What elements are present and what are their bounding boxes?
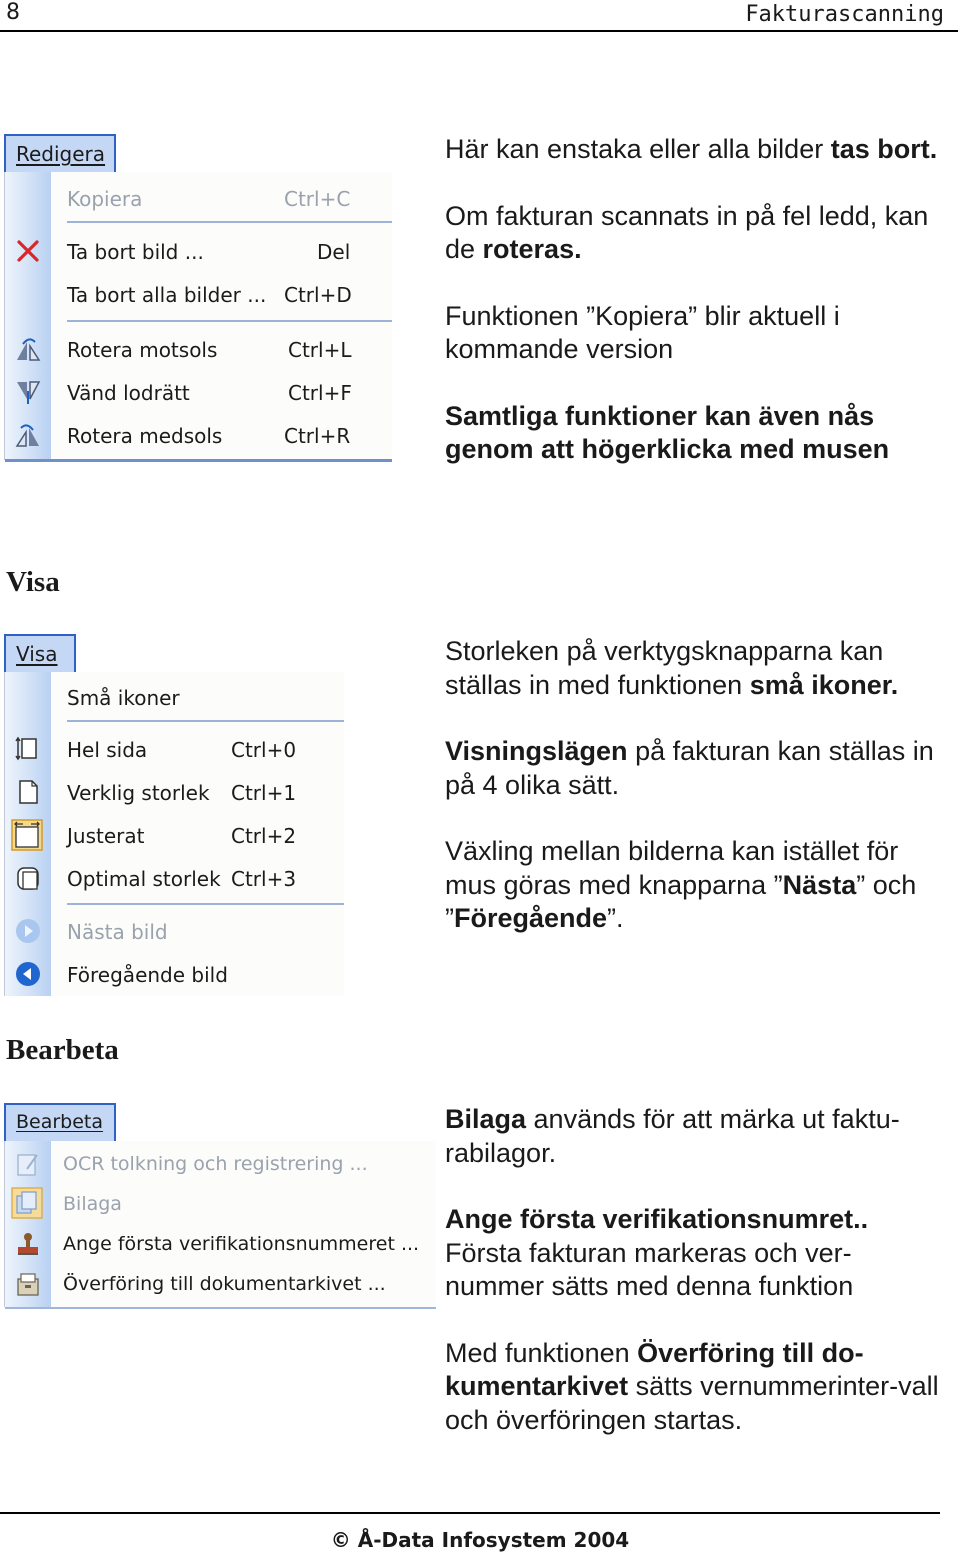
menu-item-label: Små ikoner	[67, 686, 180, 710]
menu-item-label: Rotera motsols	[67, 338, 218, 362]
menu-separator	[67, 221, 392, 223]
bearbeta-menu-body	[4, 1141, 436, 1307]
menu-bottom-edge	[5, 459, 392, 462]
ocr-icon	[15, 1151, 41, 1177]
menu-item-verklig-storlek[interactable]	[5, 771, 344, 811]
paragraph: Samtliga funktioner kan även nås genom att högerklicka med musen	[445, 400, 890, 464]
visa-description	[445, 635, 950, 936]
menu-item-nasta-bild[interactable]	[5, 910, 344, 950]
paragraph	[445, 1203, 950, 1304]
redigera-menu-title-label: Redigera	[16, 142, 106, 166]
full-page-icon	[15, 736, 41, 762]
menu-item-label: Ta bort alla bilder ...	[67, 283, 267, 307]
menu-item-shortcut: Ctrl+F	[288, 381, 352, 405]
menu-item-label: Vänd lodrätt	[67, 381, 190, 405]
menu-item-shortcut: Ctrl+C	[284, 187, 351, 211]
menu-item-vand-lodratt[interactable]	[5, 371, 392, 411]
bearbeta-menu	[4, 1103, 436, 1307]
menu-item-ocr-tolkning[interactable]	[5, 1143, 436, 1183]
menu-item-label: Justerat	[67, 824, 145, 848]
menu-item-shortcut: Ctrl+R	[284, 424, 351, 448]
menu-item-label: Nästa bild	[67, 920, 168, 944]
bold-text: Visningslägen	[445, 736, 628, 766]
bold-text: Bilaga	[445, 1104, 527, 1134]
bold-text: Ange första verifikationsnumret..	[445, 1204, 869, 1234]
bold-text: tas bort.	[830, 134, 938, 164]
section-heading-visa: Visa	[6, 566, 60, 598]
rotate-ccw-icon	[15, 336, 41, 362]
menu-item-label: Optimal storlek	[67, 867, 221, 891]
text: Här kan enstaka eller alla bilder	[445, 134, 831, 164]
menu-item-shortcut: Ctrl+2	[231, 824, 297, 848]
menu-item-label: Ta bort bild ...	[67, 240, 204, 264]
menu-item-label: Överföring till dokumentarkivet ...	[63, 1273, 386, 1295]
menu-item-hel-sida[interactable]	[5, 728, 344, 768]
menu-item-shortcut: Ctrl+D	[284, 283, 352, 307]
text: sätts vernummerinter-vall och överföringen startas.	[445, 1371, 939, 1435]
stamp-icon	[15, 1231, 41, 1257]
menu-item-label: Bilaga	[63, 1193, 122, 1215]
visa-menu	[4, 634, 344, 996]
menu-separator	[67, 903, 344, 905]
next-arrow-icon	[15, 918, 41, 944]
paragraph	[445, 200, 950, 267]
menu-item-label: Ange första verifikationsnummeret ...	[63, 1233, 420, 1255]
menu-bottom-edge	[5, 1307, 436, 1309]
menu-item-foregaende-bild[interactable]	[5, 953, 344, 993]
footer-copyright: © Å-Data Infosystem 2004	[330, 1528, 630, 1552]
redigera-menu-title[interactable]	[4, 134, 116, 172]
section-heading-bearbeta: Bearbeta	[6, 1034, 119, 1066]
menu-item-label: Föregående bild	[67, 963, 228, 987]
bold-text: Nästa	[782, 869, 857, 900]
running-title: Fakturascanning	[745, 2, 944, 27]
text: ” och ”	[445, 869, 917, 933]
bearbeta-menu-title[interactable]	[4, 1103, 116, 1141]
bold-text: roteras.	[482, 234, 582, 264]
menu-item-shortcut: Ctrl+3	[231, 867, 297, 891]
paragraph	[445, 735, 950, 802]
menu-item-ta-bort-bild[interactable]	[5, 230, 392, 270]
footer-rule	[0, 1512, 940, 1514]
menu-item-ta-bort-alla-bilder[interactable]	[5, 273, 392, 313]
paragraph	[445, 635, 950, 702]
visa-menu-title[interactable]	[4, 634, 76, 672]
menu-item-label: OCR tolkning och registrering ...	[63, 1153, 368, 1175]
menu-item-overforing-till-dokumentarkivet[interactable]	[5, 1263, 436, 1303]
paragraph	[445, 1103, 950, 1170]
rotate-cw-icon	[15, 422, 41, 448]
menu-item-label: Hel sida	[67, 738, 148, 762]
menu-item-optimal-storlek[interactable]	[5, 857, 344, 897]
flip-vertical-icon	[15, 379, 41, 405]
text: används för att märka ut faktu-rabilagor.	[445, 1104, 900, 1168]
visa-menu-body	[4, 672, 344, 996]
fit-width-icon	[11, 819, 43, 851]
menu-item-label: Rotera medsols	[67, 424, 223, 448]
text: Med funktionen	[445, 1337, 638, 1368]
actual-size-icon	[15, 779, 41, 805]
redigera-description	[445, 133, 950, 467]
menu-item-shortcut: Del	[317, 240, 351, 264]
menu-item-shortcut: Ctrl+L	[288, 338, 352, 362]
menu-item-shortcut: Ctrl+1	[231, 781, 297, 805]
text: på fakturan kan ställas in på 4 olika sätt.	[445, 736, 934, 800]
menu-item-rotera-medsols[interactable]	[5, 414, 392, 454]
menu-separator	[67, 320, 392, 322]
optimal-size-icon	[15, 865, 41, 891]
previous-arrow-icon	[15, 961, 41, 987]
bold-text: Överföring till do-kumentarkivet	[445, 1337, 864, 1401]
bold-text: Föregående	[454, 903, 608, 933]
menu-item-kopiera[interactable]	[5, 177, 392, 217]
paragraph	[445, 133, 950, 167]
menu-item-sma-ikoner[interactable]	[5, 676, 344, 716]
menu-item-label: Kopiera	[67, 187, 143, 211]
bold-text: små ikoner.	[749, 669, 899, 700]
paragraph	[445, 835, 950, 936]
redigera-menu	[4, 134, 392, 460]
paragraph: Funktionen ”Kopiera” blir aktuell i kommande version	[445, 300, 840, 364]
text: Om fakturan scannats in på fel ledd, kan de	[445, 200, 929, 264]
text: ”.	[607, 903, 624, 933]
menu-item-ange-forsta-verifikationsnummeret[interactable]	[5, 1223, 436, 1263]
paragraph	[445, 1337, 950, 1438]
menu-item-rotera-motsols[interactable]	[5, 328, 392, 368]
attachment-icon	[11, 1187, 43, 1219]
menu-separator	[67, 720, 344, 722]
text: Växling mellan bilderna kan istället för mus göras med knapparna ”	[445, 836, 899, 900]
header-rule	[0, 30, 958, 32]
menu-item-label: Verklig storlek	[67, 781, 210, 805]
redigera-menu-body	[4, 172, 392, 460]
red-x-icon	[15, 238, 41, 264]
visa-menu-title-label: Visa	[16, 642, 58, 666]
bearbeta-description	[445, 1103, 950, 1437]
menu-item-bilaga[interactable]	[5, 1183, 436, 1223]
archive-icon	[15, 1271, 41, 1297]
text: Första fakturan markeras och ver-nummer sätts med denna funktion	[445, 1237, 854, 1301]
page-number: 8	[6, 0, 20, 25]
text: Storleken på verktygsknapparna kan ställas in med funktionen	[445, 636, 884, 700]
menu-item-justerat[interactable]	[5, 814, 344, 854]
bearbeta-menu-title-label: Bearbeta	[16, 1111, 104, 1133]
menu-item-shortcut: Ctrl+0	[231, 738, 297, 762]
